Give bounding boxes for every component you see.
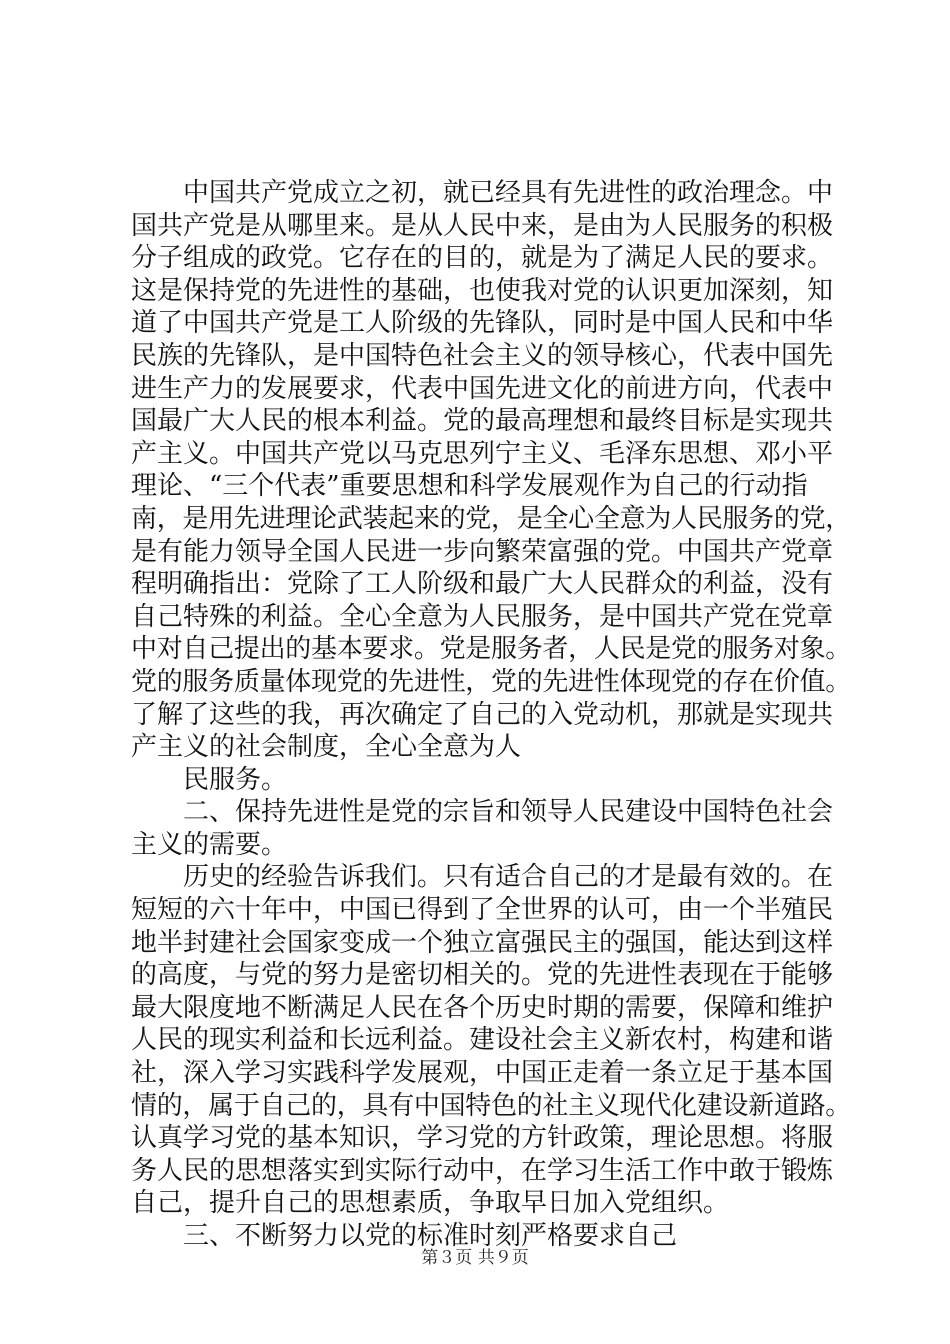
section-heading: 二、保持先进性是党的宗旨和领导人民建设中国特色社会 — [131, 797, 834, 828]
text-line: 产主义。中国共产党以马克思列宁主义、毛泽东思想、邓小平 — [131, 438, 834, 469]
section-heading: 主义的需要。 — [131, 829, 288, 860]
text-line: 了解了这些的我，再次确定了自己的入党动机，那就是实现共 — [131, 699, 834, 730]
text-line: 是有能力领导全国人民进一步向繁荣富强的党。中国共产党章 — [131, 536, 834, 567]
text-line: 中对自己提出的基本要求。党是服务者，人民是党的服务对象。 — [131, 634, 852, 665]
text-line: 程明确指出：党除了工人阶级和最广大人民群众的利益，没有 — [131, 569, 834, 600]
text-line: 中国共产党成立之初，就已经具有先进性的政治理念。中 — [131, 178, 834, 208]
text-line: 这是保持党的先进性的基础，也使我对党的认识更加深刻，知 — [131, 275, 834, 306]
text-line: 的高度，与党的努力是密切相关的。党的先进性表现在于能够 — [131, 960, 834, 991]
text-line: 进生产力的发展要求，代表中国先进文化的前进方向，代表中 — [131, 373, 834, 404]
text-line: 短短的六十年中，中国已得到了全世界的认可，由一个半殖民 — [131, 895, 834, 926]
text-line: 地半封建社会国家变成一个独立富强民主的强国，能达到这样 — [131, 927, 834, 958]
text-line: 自己特殊的利益。全心全意为人民服务，是中国共产党在党章 — [131, 601, 834, 632]
text-line: 历史的经验告诉我们。只有适合自己的才是最有效的。在 — [131, 862, 834, 893]
text-line: 最大限度地不断满足人民在各个历史时期的需要，保障和维护 — [131, 992, 834, 1023]
text-line: 道了中国共产党是工人阶级的先锋队，同时是中国人民和中华 — [131, 308, 834, 339]
text-line: 理论、“三个代表”重要思想和科学发展观作为自己的行动指 — [131, 471, 808, 502]
page-number-footer: 第３页 共９页 — [421, 1248, 529, 1268]
text-line: 国共产党是从哪里来。是从人民中来，是由为人民服务的积极 — [131, 210, 834, 241]
section-heading: 三、不断努力以党的标准时刻严格要求自己 — [131, 1221, 678, 1251]
text-line: 党的服务质量体现党的先进性，党的先进性体现党的存在价值。 — [131, 666, 852, 697]
text-line: 情的，属于自己的，具有中国特色的社主义现代化建设新道路。 — [131, 1090, 852, 1121]
text-line: 务人民的思想落实到实际行动中，在学习生活工作中敢于锻炼 — [131, 1155, 834, 1186]
text-line: 民服务。 — [131, 764, 288, 795]
text-line: 社，深入学习实践科学发展观，中国正走着一条立足于基本国 — [131, 1058, 834, 1089]
text-line: 产主义的社会制度，全心全意为人 — [131, 732, 522, 763]
text-line: 国最广大人民的根本利益。党的最高理想和最终目标是实现共 — [131, 406, 834, 437]
text-line: 分子组成的政党。它存在的目的，就是为了满足人民的要求。 — [131, 243, 834, 274]
text-line: 人民的现实利益和长远利益。建设社会主义新农村，构建和谐 — [131, 1025, 834, 1056]
text-line: 民族的先锋队，是中国特色社会主义的领导核心，代表中国先 — [131, 340, 834, 371]
text-line: 认真学习党的基本知识，学习党的方针政策，理论思想。将服 — [131, 1123, 834, 1154]
text-line: 自己，提升自己的思想素质，争取早日加入党组织。 — [131, 1188, 730, 1219]
text-line: 南，是用先进理论武装起来的党，是全心全意为人民服务的党， — [131, 503, 852, 534]
body-text — [131, 177, 851, 1253]
